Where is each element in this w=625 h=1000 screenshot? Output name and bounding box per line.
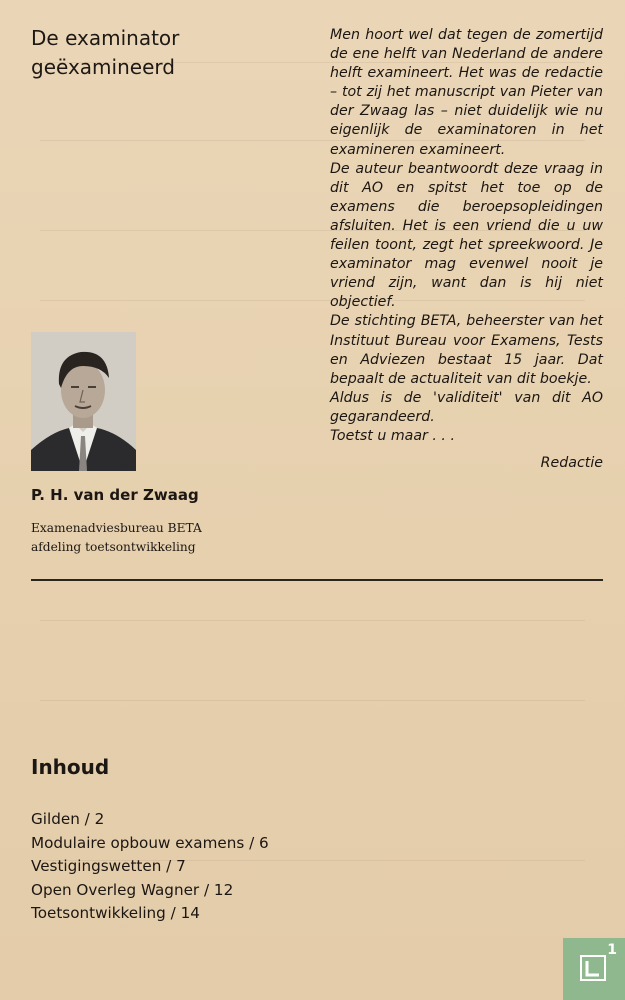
show-through-line [40, 620, 585, 621]
toc-item: Modulaire opbouw examens / 6 [31, 833, 269, 852]
intro-paragraph: De stichting BETA, beheerster van het Instituut Bureau voor Examens, Tests en Adviezen bestaat 15 jaar. Dat bepaalt de actualiteit van dit boekje. [330, 313, 603, 387]
contents-heading: Inhoud [31, 755, 110, 779]
editorial-intro [330, 26, 603, 473]
section-divider [31, 579, 603, 581]
table-of-contents [31, 808, 451, 926]
publisher-logo-icon [579, 954, 607, 982]
intro-paragraph: Toetst u maar . . . [330, 427, 455, 444]
toc-item: Vestigingswetten / 7 [31, 857, 186, 875]
article-title [31, 24, 281, 82]
affiliation-line: afdeling toetsontwikkeling [31, 540, 196, 554]
page-number-tab [563, 938, 625, 1000]
toc-item: Toetsontwikkeling / 14 [31, 904, 200, 922]
intro-paragraph: De auteur beantwoordt deze vraag in dit AO en spitst het toe op de examens die beroepsopleidingen afsluiten. Het is een vriend die u uw feilen toont, zegt het spreekwoord. Je examinator mag evenwel nooit je vriend zijn, want dan is hij niet objectief. [330, 160, 603, 311]
intro-signature: Redactie [540, 455, 603, 472]
article-title-line: De examinator [31, 26, 180, 50]
toc-item: Open Overleg Wagner / 12 [31, 880, 234, 899]
affiliation-line: Examenadviesbureau BETA [31, 521, 202, 535]
author-name: P. H. van der Zwaag [31, 486, 199, 504]
intro-paragraph: Aldus is de 'validiteit' van dit AO gegarandeerd. [330, 389, 603, 425]
toc-item: Gilden / 2 [31, 810, 105, 828]
author-portrait-image [31, 332, 136, 471]
page-number: 1 [607, 942, 617, 958]
author-affiliation [31, 519, 301, 557]
intro-paragraph: Men hoort wel dat tegen de zomertijd de ene helft van Nederland de andere helft examineert. Het was de redactie – tot zij het manuscript van Pieter van der Zwaag las – niet duidelijk wie nu eigenlijk de examinatoren in het examineren examineert. [330, 27, 603, 158]
show-through-line [40, 700, 585, 701]
article-title-line: geëxamineerd [31, 55, 175, 79]
author-portrait [31, 332, 136, 471]
